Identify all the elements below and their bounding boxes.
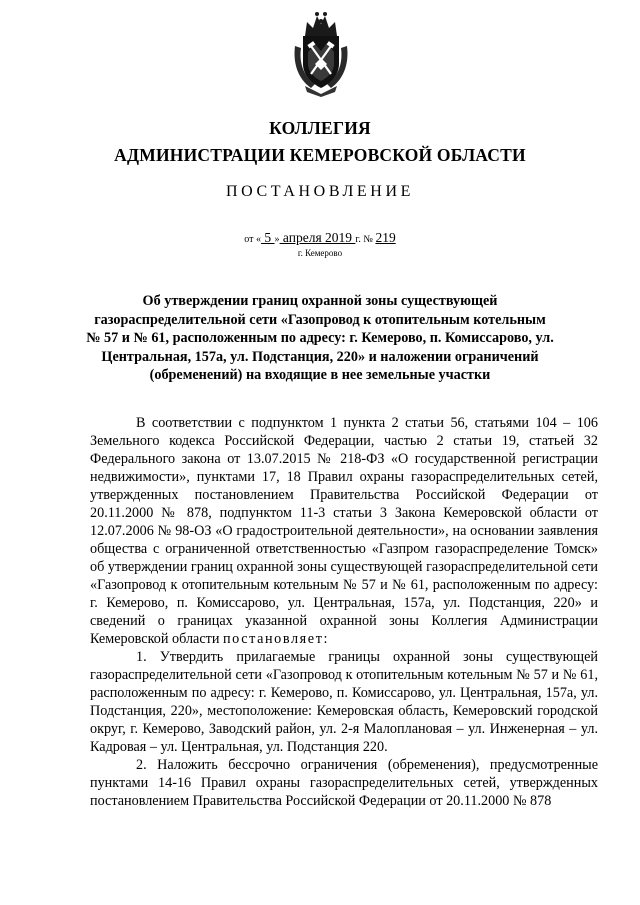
- document-type: ПОСТАНОВЛЕНИЕ: [226, 183, 414, 200]
- document-city: г. Кемерово: [297, 248, 343, 258]
- year-abbr: г.: [355, 234, 361, 245]
- decree-word: постановляет:: [222, 631, 330, 647]
- date-mid: »: [274, 234, 280, 245]
- preamble-text: В соответствии с подпунктом 1 пункта 2 статьи 56, статьями 104 – 106 Земельного кодекса Российской Федерации, частью 2 статьи 19, статьей 32 Федерального закона от 13.07.2015 № 218-ФЗ «О государственной регистрации недвижимости», пунктами 17, 18 Правил охраны газораспределительных сетей, утвержденных постановлением Правительства Российской Федерации от 20.11.2000 № 878, подпунктом 11-3 статьи 3 Закона Кемеровской области от 12.07.2006 № 98-ОЗ «О градостроительной деятельности», на основании заявления общества с ограниченной ответственностью «Газпром газораспределение Томск» об утверждении границ охранной зоны существующей газораспределительной сети «Газопровод к отопительным котельным № 57 и № 61, расположенным по адресу: г. Кемерово, п. Комиссарово, ул. Центральная, 157а, ул. Подстанция, 220» и сведений о границах указанной охранной зоны Коллегия Администрации Кемеровской области: [90, 415, 598, 647]
- kemerovo-coat-of-arms-icon: [291, 6, 351, 98]
- number-sign: №: [360, 234, 376, 245]
- date-prefix: от «: [244, 234, 262, 245]
- date-day: 5: [261, 230, 275, 245]
- organization-line-2: АДМИНИСТРАЦИИ КЕМЕРОВСКОЙ ОБЛАСТИ: [114, 145, 526, 165]
- document-number: 219: [375, 230, 396, 245]
- paragraph-item-2: 2. Наложить бессрочно ограничения (обременения), предусмотренные пунктами 14-16 Правил охраны газораспределительных сетей, утвержденных постановлением Правительства Российской Федерации от 20.11.2000 № 878: [90, 757, 598, 809]
- date-month-year: апреля 2019: [279, 230, 356, 245]
- organization-line-1: КОЛЛЕГИЯ: [269, 118, 371, 138]
- document-title: Об утверждении границ охранной зоны существующей газораспределительной сети «Газопровод к отопительным котельным № 57 и № 61, расположенным по адресу: г. Кемерово, п. Комиссарово, ул. Центральная, 157а, ул. Подстанция, 220» и наложении ограничений (обременений) на входящие в нее земельные участки: [86, 293, 554, 383]
- document-body: [90, 414, 598, 810]
- paragraph-item-1: 1. Утвердить прилагаемые границы охранной зоны существующей газораспределительной сети «Газопровод к отопительным котельным № 57 и № 61, расположенным по адресу: г. Кемерово, п. Комиссарово, ул. Центральная, 157а, ул. Подстанция, 220», местоположение: Кемеровская область, Кемеровский городской округ, г. Кемерово, Заводский район, ул. 2-я Малоплановая – ул. Инженерная – ул. Кадровая – ул. Центральная, ул. Подстанция 220.: [90, 649, 598, 755]
- paragraph-preamble: [90, 414, 598, 648]
- document-date-number: [0, 230, 640, 246]
